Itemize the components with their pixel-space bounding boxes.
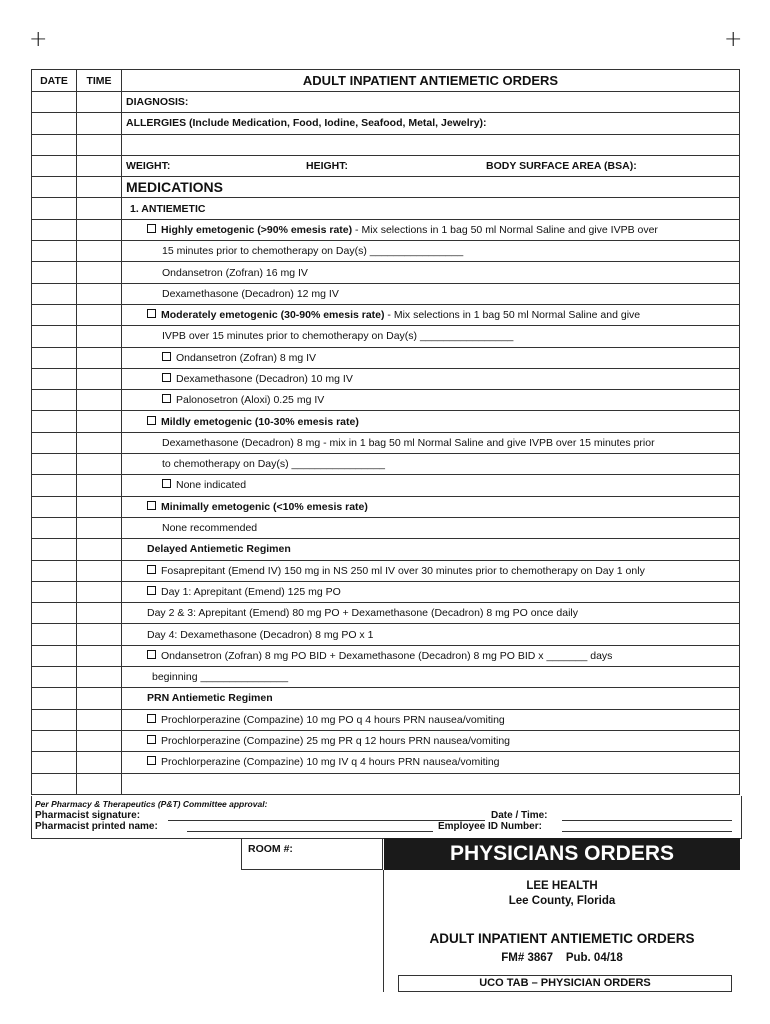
diagnosis-row (32, 92, 740, 113)
checkbox-minimally-emetogenic[interactable] (147, 501, 156, 510)
checkbox-ondansetron-bid[interactable] (147, 650, 156, 659)
footer-form-title: ADULT INPATIENT ANTIEMETIC ORDERS (429, 931, 695, 946)
order-form-table: DATE TIME ADULT INPATIENT ANTIEMETIC ORDERS DIAGNOSIS: ALLERGIES (Include Medication, Food, Iodine, Seafood, Metal, Jewelry): WEIGHT: HEIGHT: BODY SURFACE AREA (BSA): MEDICATIONS 1. ANTIEMETIC Highly emetogenic (>90% emesis rate) - Mix selections in 1 bag 50 ml Normal Saline and give IVPB over 15 minutes prior to chemotherapy on Day(s) ________________ Ondansetron (Zofran) 16 mg IV Dexamethasone (Decadron) 12 mg IV Moderately emetogenic (30-90% emesis rate) - Mix selections in 1 bag 50 ml Normal Saline and give IVPB over 15 minutes prior to chemotherapy on Day(s) ________________ Ondansetron (Zofran) 8 mg IV Dexamethasone (Decadron) 10 mg IV Palonosetron (Aloxi) 0.25 mg IV Mildly emetogenic (10-30% emesis rate) Dexamethasone (Decadron) 8 mg - mix in 1 bag 50 ml Normal Saline and give IVPB over 15 minutes prior to chemotherapy on Day(s) ________________ None indicated Minimally emetogenic (<10% emesis rate) None recommended Delayed Antiemetic Regimen Fosaprepitant (Emend IV) 150 mg in NS 250 ml IV over 30 minutes prior to chemotherapy on Day 1 only Day 1: Aprepitant (Emend) 125 mg PO Day 2 & 3: Aprepitant (Emend) 80 mg PO + Dexamethasone (Decadron) 8 mg PO once daily Day 4: Dexamethasone (Decadron) 8 mg PO x 1 Ondansetron (Zofran) 8 mg PO BID + Dexamethasone (Decadron) 8 mg PO BID x _______ days beginning _______________ PRN Antiemetic Regimen Prochlorperazine (Compazine) 10 mg PO q 4 hours PRN nausea/vomiting Prochlorperazine (Compazine) 25 mg PR q 12 hours PRN nausea/vomiting Prochlorperazine (Compazine) 10 mg IV q 4 hours PRN nausea/vomiting (31, 69, 740, 795)
weight-label: WEIGHT: (126, 160, 171, 173)
checkbox-aprepitant[interactable] (147, 586, 156, 595)
room-number-field[interactable] (241, 838, 383, 870)
checkbox-highly-emetogenic[interactable] (147, 224, 156, 233)
high-ondansetron: Ondansetron (Zofran) 16 mg IV (122, 262, 740, 283)
checkbox-prochlorperazine-po[interactable] (147, 714, 156, 723)
room-label: ROOM #: (248, 843, 293, 855)
bsa-label: BODY SURFACE AREA (BSA): (486, 159, 637, 172)
section-antiemetic: 1. ANTIEMETIC (122, 198, 740, 219)
height-label: HEIGHT: (306, 159, 348, 172)
pharmacist-name-line[interactable] (187, 831, 433, 832)
time-column-header: TIME (77, 70, 122, 92)
org-name: LEE HEALTH (526, 880, 598, 892)
highly-emetogenic-label: Highly emetogenic (>90% emesis rate) (161, 223, 353, 236)
checkbox-mod-ondansetron[interactable] (162, 352, 171, 361)
physicians-orders-banner: PHYSICIANS ORDERS (384, 838, 740, 870)
employee-id-label: Employee ID Number: (438, 821, 542, 832)
registration-mark-left: + (29, 27, 48, 52)
employee-id-line[interactable] (562, 831, 732, 832)
checkbox-moderately-emetogenic[interactable] (147, 309, 156, 318)
checkbox-mod-dexamethasone[interactable] (162, 373, 171, 382)
blank-row (32, 134, 740, 155)
pharmacist-name-label: Pharmacist printed name: (35, 821, 158, 832)
checkbox-mod-palonosetron[interactable] (162, 394, 171, 403)
delayed-regimen-heading: Delayed Antiemetic Regimen (122, 539, 740, 560)
checkbox-fosaprepitant[interactable] (147, 565, 156, 574)
org-county: Lee County, Florida (508, 895, 616, 907)
pharmacist-signature-block (31, 796, 742, 839)
pharmacist-signature-label: Pharmacist signature: (35, 810, 141, 821)
minimally-emetogenic-label: Minimally emetogenic (<10% emesis rate) (161, 500, 368, 513)
date-time-line[interactable] (562, 820, 732, 821)
date-column-header: DATE (32, 70, 77, 92)
uco-tab-label: UCO TAB – PHYSICIAN ORDERS (398, 975, 732, 992)
allergies-label[interactable]: ALLERGIES (Include Medication, Food, Iodine, Seafood, Metal, Jewelry): (122, 113, 740, 134)
high-dexamethasone: Dexamethasone (Decadron) 12 mg IV (122, 283, 740, 304)
checkbox-prochlorperazine-iv[interactable] (147, 756, 156, 765)
allergies-row (32, 113, 740, 134)
checkbox-prochlorperazine-pr[interactable] (147, 735, 156, 744)
mildly-emetogenic-label: Mildly emetogenic (10-30% emesis rate) (161, 415, 359, 428)
prn-regimen-heading: PRN Antiemetic Regimen (122, 688, 740, 709)
registration-mark-right: + (724, 27, 743, 52)
date-time-label: Date / Time: (491, 810, 548, 821)
form-title: ADULT INPATIENT ANTIEMETIC ORDERS (122, 70, 740, 92)
pt-approval-note: Per Pharmacy & Therapeutics (P&T) Committee approval: (35, 799, 268, 809)
measurements-row (32, 155, 740, 176)
medications-heading: MEDICATIONS (122, 177, 740, 198)
form-number: FM# 3867 Pub. 04/18 (501, 952, 623, 964)
checkbox-mild-none[interactable] (162, 479, 171, 488)
moderately-emetogenic-label: Moderately emetogenic (30-90% emesis rate) (161, 309, 385, 322)
checkbox-mildly-emetogenic[interactable] (147, 416, 156, 425)
diagnosis-label[interactable]: DIAGNOSIS: (122, 92, 740, 113)
